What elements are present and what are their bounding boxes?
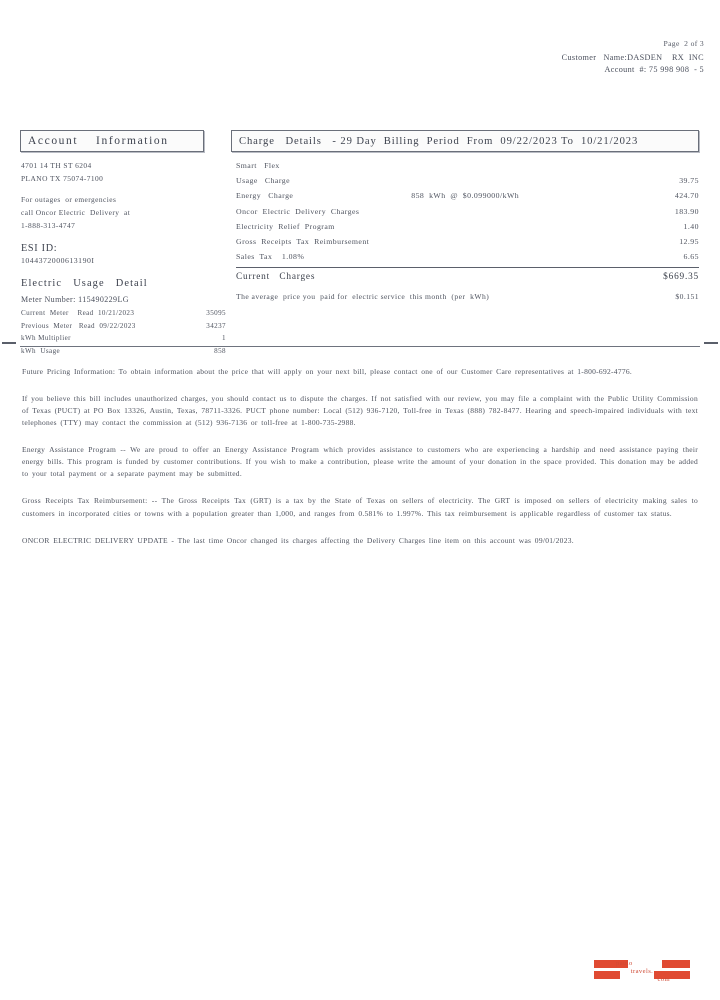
usage-row-label: kWh Usage bbox=[21, 347, 61, 356]
customer-name: Customer Name:DASDEN RX INC bbox=[561, 52, 704, 62]
table-row bbox=[21, 320, 226, 333]
watermark-line-1: paulo bbox=[616, 960, 633, 967]
charge-line-item bbox=[236, 234, 699, 249]
watermark-line-3: com bbox=[657, 976, 670, 984]
charge-amount: 1.40 bbox=[683, 221, 699, 231]
usage-row-label: Current Meter Read 10/21/2023 bbox=[21, 308, 135, 317]
charge-amount: 183.90 bbox=[674, 206, 699, 216]
current-charges-label: Current Charges bbox=[236, 272, 316, 283]
current-charges-row bbox=[236, 270, 699, 286]
outage-note-line-1: For outages or emergencies bbox=[21, 195, 117, 205]
watermark-logo bbox=[594, 958, 690, 986]
usage-row-value: 858 bbox=[214, 347, 226, 356]
average-price-row bbox=[236, 290, 699, 305]
charge-label: Energy Charge bbox=[236, 191, 294, 201]
plan-name-row bbox=[236, 158, 699, 173]
esi-id-value: 1044372000613190I bbox=[21, 255, 95, 265]
charge-amount: 39.75 bbox=[679, 176, 699, 186]
address-line-1: 4701 14 TH ST 6204 bbox=[21, 161, 92, 170]
future-pricing-paragraph: Future Pricing Information: To obtain information about the price that will apply on your next bill, please contact one of our Customer Care representatives at 1-800-692-4776. bbox=[22, 366, 633, 376]
page-number: Page 2 of 3 bbox=[663, 39, 704, 48]
charge-label: Electricity Relief Program bbox=[236, 221, 335, 231]
address-line-2: PLANO TX 75074-7100 bbox=[21, 173, 104, 183]
charge-line-item bbox=[236, 204, 699, 219]
outage-phone-number: 1-888-313-4747 bbox=[21, 220, 76, 230]
table-row bbox=[21, 345, 226, 358]
oncor-delivery-update-paragraph: ONCOR ELECTRIC DELIVERY UPDATE - The last time Oncor changed its charges affecting the Delivery Charges line item on this account was 09/01/2023. bbox=[22, 535, 574, 545]
divider-tick-right bbox=[704, 342, 718, 344]
average-price-amount: $0.151 bbox=[675, 292, 699, 302]
current-charges-amount: $669.35 bbox=[663, 272, 699, 283]
energy-assistance-paragraph: Energy Assistance Program -- We are proud to offer an Energy Assistance Program which provides assistance to customers who are experiencing a hardship and need assistance paying their energy bills. This program is funded by customer contributions. If you wish to make a contribution, please write the amount of your donation in the space provided. This donation may be added to your total payment or a separate payment may be submitted. bbox=[22, 445, 698, 479]
electric-usage-detail-heading: Electric Usage Detail bbox=[21, 277, 148, 289]
gross-receipts-tax-paragraph: Gross Receipts Tax Reimbursement: -- The Gross Receipts Tax (GRT) is a tax by the State of Texas on sellers of electricity. The GRT is imposed on sellers of electricity making sales to customers in incorporated cities or towns with a population greater than 1,000, and ranges from 0.581% to 1.997%. This tax reimbursement is applicable regardless of customer tax status. bbox=[22, 496, 698, 518]
account-information-title-text: Account Information bbox=[28, 135, 169, 147]
account-number: Account #: 75 998 908 - 5 bbox=[604, 65, 704, 75]
usage-row-label: Previous Meter Read 09/22/2023 bbox=[21, 321, 136, 330]
charge-label: Sales Tax 1.08% bbox=[236, 252, 305, 262]
charge-amount: 6.65 bbox=[683, 252, 699, 262]
watermark-text bbox=[594, 958, 690, 986]
usage-row-value: 34237 bbox=[206, 321, 226, 330]
average-price-label: The average price you paid for electric service this month (per kWh) bbox=[236, 292, 490, 302]
section-divider bbox=[20, 346, 700, 347]
charge-details-title bbox=[231, 130, 699, 152]
spacer bbox=[21, 185, 226, 194]
watermark-line-2: travels. bbox=[630, 968, 654, 976]
account-information-title bbox=[20, 130, 204, 152]
account-information-body bbox=[21, 160, 226, 358]
esi-id-label: ESI ID: bbox=[21, 242, 58, 254]
charge-line-item bbox=[236, 219, 699, 234]
charge-details-title-text: Charge Details - 29 Day Billing Period From 09/22/2023 To 10/21/2023 bbox=[239, 135, 639, 147]
divider-tick-left bbox=[2, 342, 16, 344]
charge-amount: 12.95 bbox=[679, 237, 699, 247]
charge-line-item bbox=[236, 249, 699, 264]
total-divider bbox=[236, 267, 699, 268]
charge-amount: 424.70 bbox=[674, 191, 699, 201]
disclosures-section bbox=[22, 358, 698, 562]
plan-name: Smart Flex bbox=[236, 161, 280, 170]
charge-label: Gross Receipts Tax Reimbursement bbox=[236, 237, 370, 247]
meter-number: Meter Number: 115490229LG bbox=[21, 294, 129, 304]
charge-details-body bbox=[236, 158, 699, 305]
charge-line-item bbox=[236, 188, 699, 203]
usage-row-label: kWh Multiplier bbox=[21, 334, 71, 343]
table-row bbox=[21, 332, 226, 345]
charge-label: Usage Charge bbox=[236, 176, 291, 186]
charge-label: Oncor Electric Delivery Charges bbox=[236, 206, 360, 216]
outage-note-line-2: call Oncor Electric Delivery at bbox=[21, 208, 131, 218]
document-header bbox=[562, 38, 704, 77]
charge-line-item bbox=[236, 173, 699, 188]
usage-row-value: 35095 bbox=[206, 308, 226, 317]
charge-detail: 858 kWh @ $0.099000/kWh bbox=[411, 191, 520, 201]
billing-dispute-paragraph: If you believe this bill includes unauthorized charges, you should contact us to dispute the charges. If not satisfied with our review, you may file a complaint with the Public Utility Commission of Texas (PUCT) at PO Box 13326, Austin, Texas, 78711-3326. PUCT phone number: Local (512) 936-7120, Toll-free in Texas (888) 782-8477. Hearing and speech-impaired individuals with text telephones (TTY) may contact the commission at (512) 936-7136 or toll-free at 1-800-735-2988. bbox=[22, 393, 698, 427]
table-row bbox=[21, 307, 226, 320]
usage-row-value: 1 bbox=[222, 334, 226, 343]
usage-detail-table bbox=[21, 307, 226, 359]
